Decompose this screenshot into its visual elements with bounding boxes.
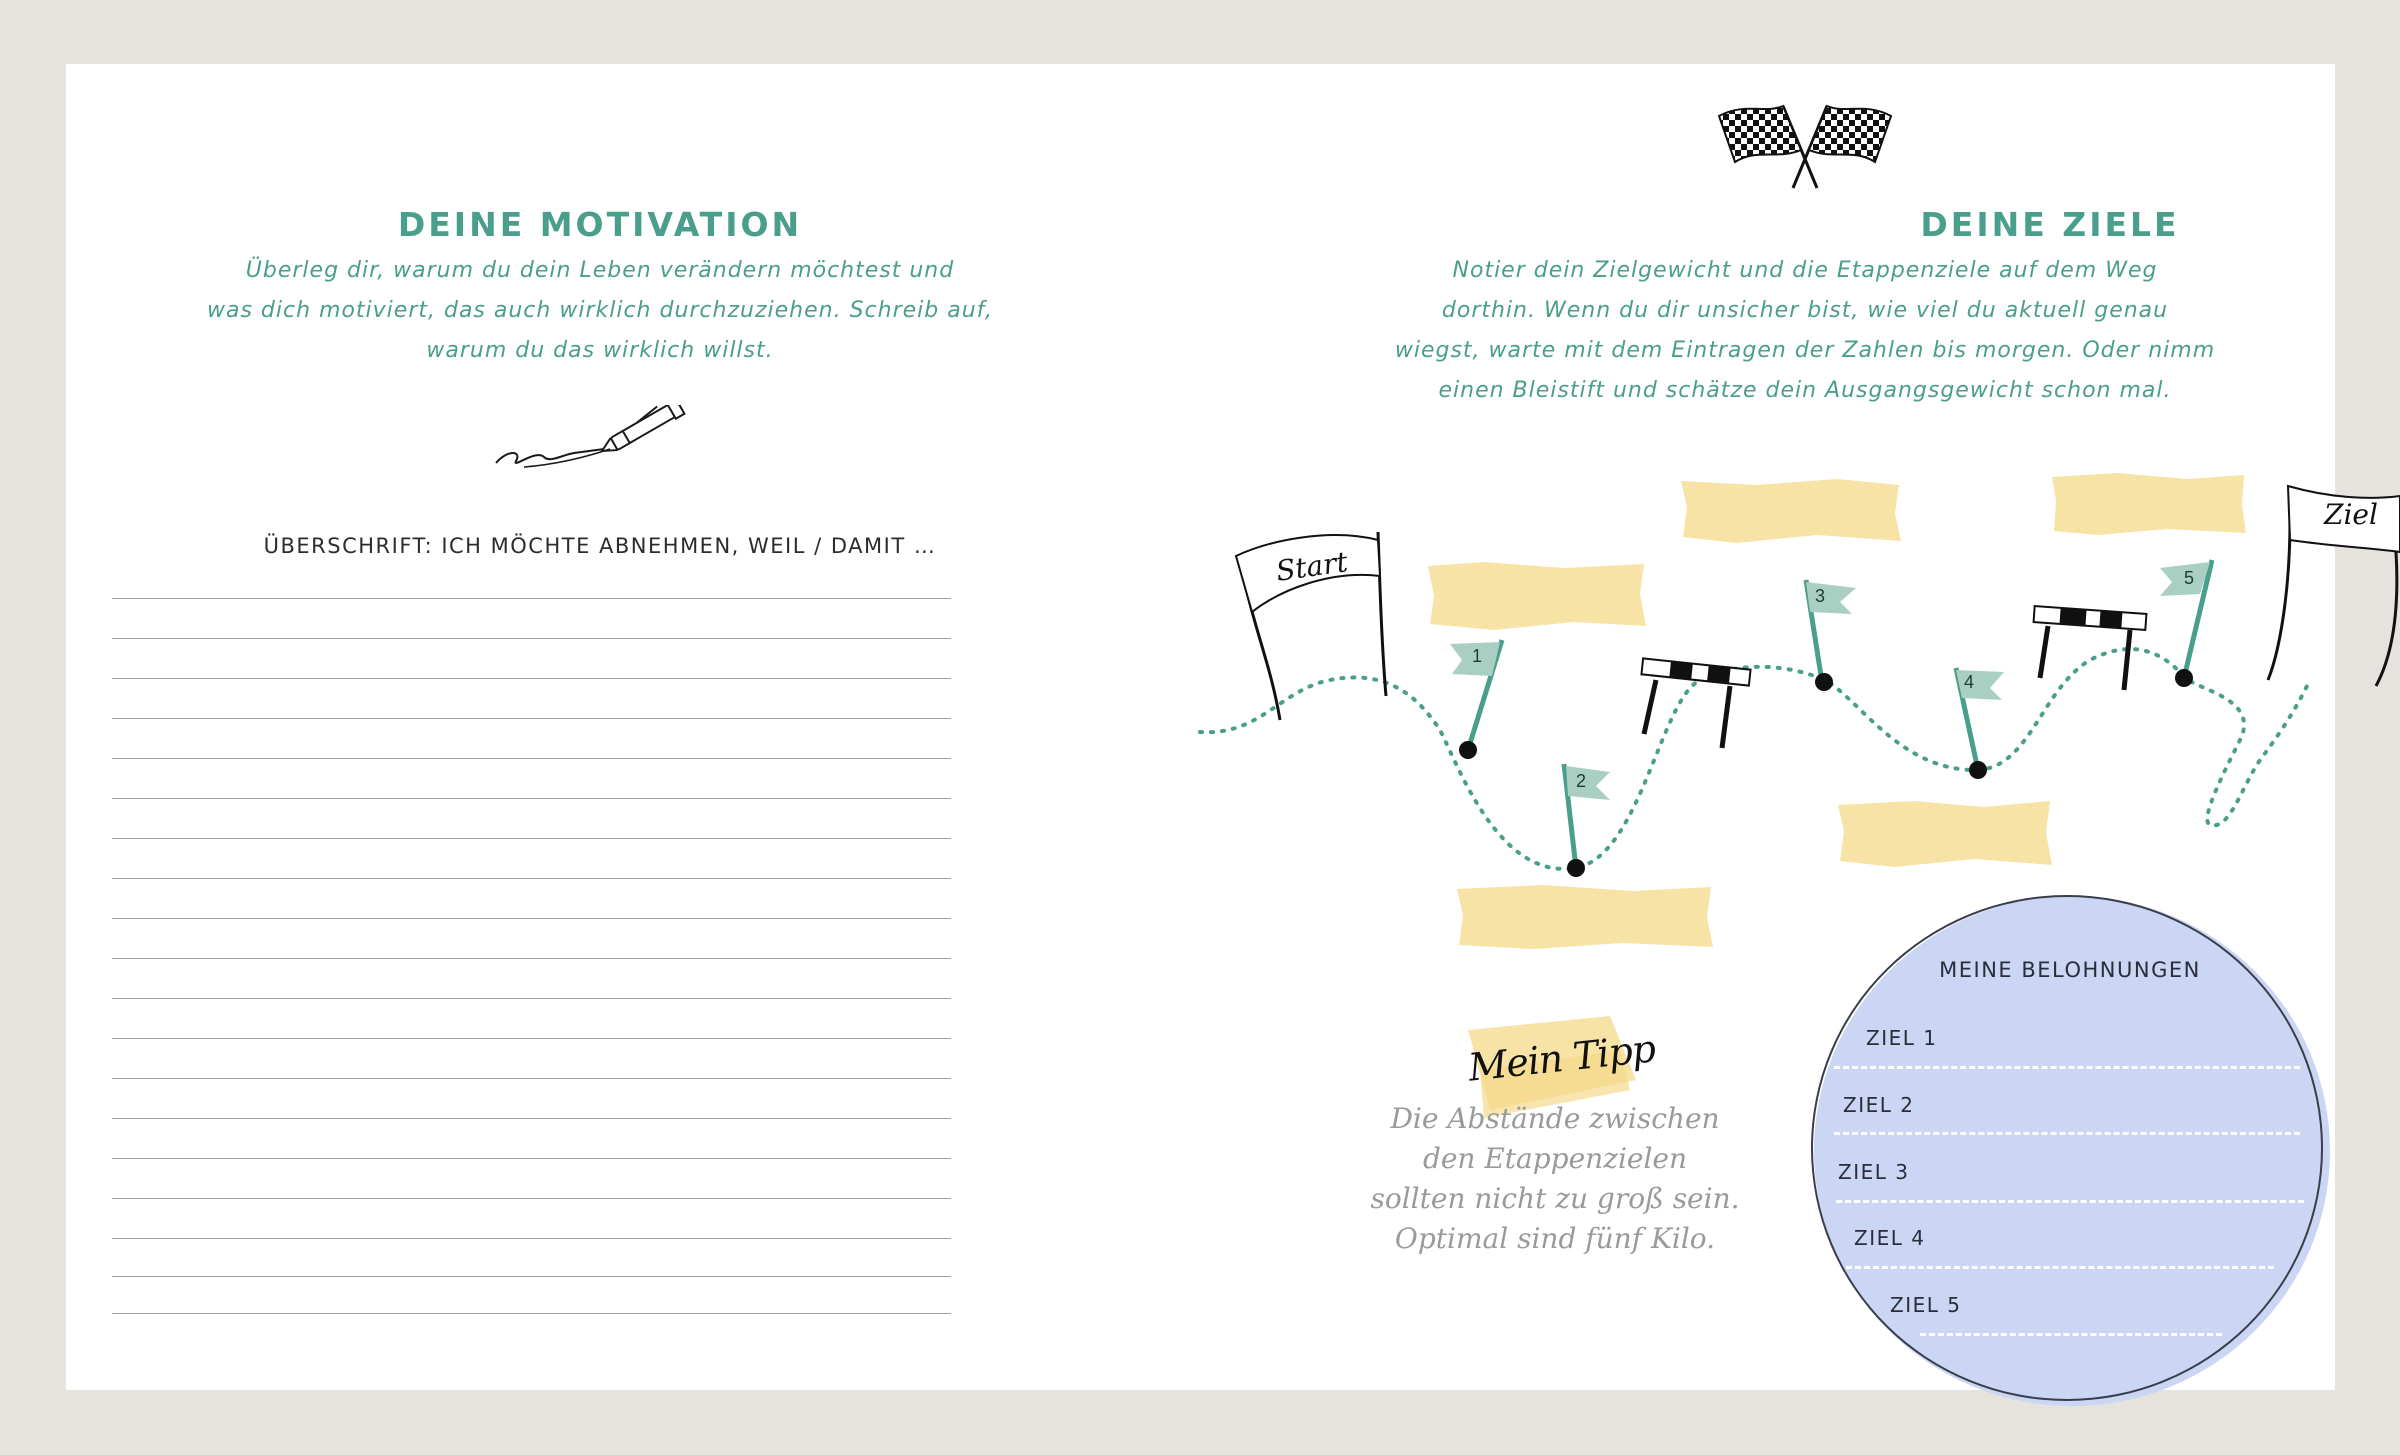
writing-line [112,598,951,599]
writing-line [112,1276,951,1277]
tip-line: Die Abstände zwischen [1390,1102,1720,1135]
goals-intro [1305,251,2305,411]
flag-number: 5 [2184,568,2195,588]
goals-intro-line: wiegst, warte mit dem Eintragen der Zahlen bis morgen. Oder nimm [1394,338,2216,363]
tip-text [1250,1099,1860,1259]
reward-label: ZIEL 4 [1854,1226,1926,1250]
goal-weight-field[interactable] [1453,883,1715,951]
motivation-intro [0,251,1200,371]
reward-input-line[interactable] [1846,1266,2274,1269]
tip-line: Optimal sind fünf Kilo. [1394,1222,1716,1255]
hurdle-icon [2034,606,2147,690]
writing-line [112,958,951,959]
flag-number: 4 [1964,672,1975,692]
writing-line [112,838,951,839]
tip-line: den Etappenzielen [1422,1142,1688,1175]
writing-line [112,1158,951,1159]
writing-line [112,718,951,719]
motivation-intro-line: warum du das wirklich willst. [426,338,774,363]
finish-label: Ziel [2324,498,2378,531]
writing-line [112,1038,951,1039]
motivation-intro-line: was dich motiviert, das auch wirklich durchzuziehen. Schreib auf, [206,298,993,323]
writing-line [112,1118,951,1119]
reward-label: ZIEL 1 [1866,1026,1938,1050]
tip-label: Mein Tipp [1466,1026,1658,1090]
flag-number: 1 [1472,646,1483,666]
reward-input-line[interactable] [1836,1200,2304,1203]
goals-intro-line: Notier dein Zielgewicht und die Etappenziele auf dem Weg [1452,258,2158,283]
writing-prompt: ÜBERSCHRIFT: ICH MÖCHTE ABNEHMEN, WEIL / DAMIT … [263,534,937,558]
motivation-heading: DEINE MOTIVATION [397,205,803,244]
flag-number: 3 [1815,586,1826,606]
reward-input-line[interactable] [1834,1066,2300,1069]
race-track-illustration [1190,470,2400,890]
writing-line [112,1238,951,1239]
writing-line [112,1313,951,1314]
writing-line [112,878,951,879]
motivation-intro-line: Überleg dir, warum du dein Leben verändern möchtest und [245,258,955,283]
writing-line [112,638,951,639]
rewards-title: MEINE BELOHNUNGEN [1939,958,2201,982]
reward-input-line[interactable] [1834,1132,2300,1135]
reward-input-line[interactable] [1920,1333,2222,1336]
track-path [1200,649,2310,869]
writing-line [112,1078,951,1079]
writing-line [112,758,951,759]
writing-line [112,1198,951,1199]
pen-icon [490,405,710,475]
start-label: Start [1274,545,1350,588]
goals-intro-line: einen Bleistift und schätze dein Ausgangsgewicht schon mal. [1438,378,2172,403]
flag-number: 2 [1576,771,1587,791]
reward-label: ZIEL 5 [1890,1293,1962,1317]
goals-intro-line: dorthin. Wenn du dir unsicher bist, wie viel du aktuell genau [1441,298,2169,323]
writing-line [112,798,951,799]
reward-label: ZIEL 3 [1838,1160,1910,1184]
tip-line: sollten nicht zu groß sein. [1370,1182,1740,1215]
writing-line [112,678,951,679]
goals-heading: DEINE ZIELE [1920,205,2180,244]
hurdle-icon [1641,658,1750,748]
writing-line [112,998,951,999]
reward-label: ZIEL 2 [1843,1093,1915,1117]
milestone-flag-2 [1564,764,1610,877]
checkered-flags-icon [1705,96,1905,191]
writing-line [112,918,951,919]
